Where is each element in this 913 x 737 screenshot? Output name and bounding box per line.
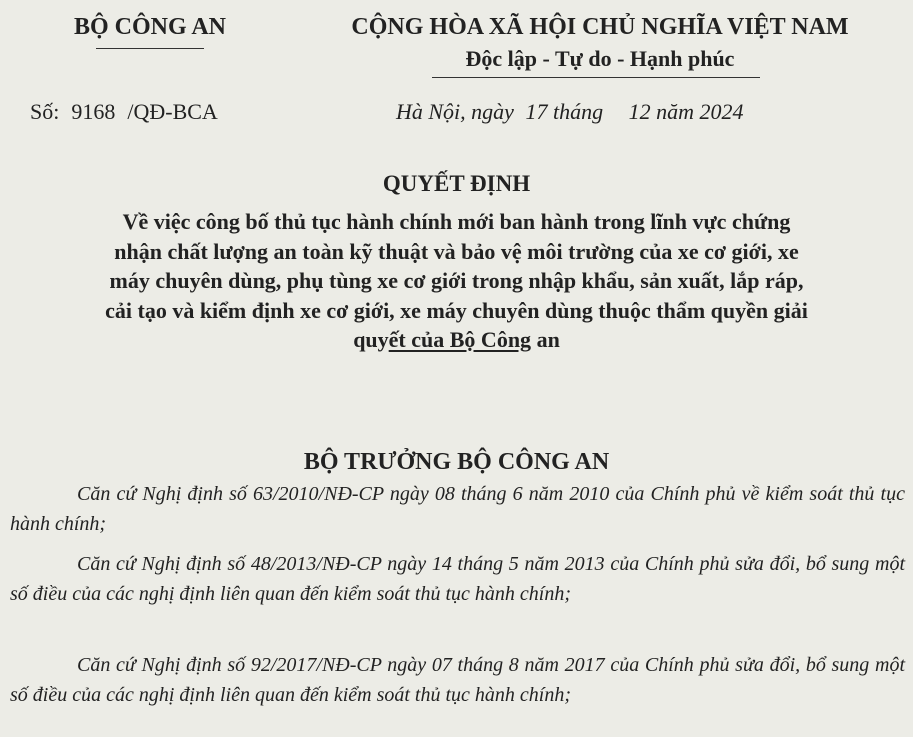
national-title: CỘNG HÒA XÃ HỘI CHỦ NGHĨA VIỆT NAM xyxy=(351,14,849,40)
legal-basis-paragraph: Căn cứ Nghị định số 48/2013/NĐ-CP ngày 14 tháng 5 năm 2013 của Chính phủ sửa đổi, bổ sung một số điều của các nghị định liên quan đến kiểm soát thủ tục hành chính; xyxy=(10,553,905,605)
subject-line-end: an xyxy=(531,327,560,352)
subject-line: cải tạo và kiểm định xe cơ giới, xe máy chuyên dùng thuộc thẩm quyền giải xyxy=(105,297,808,323)
legal-basis-paragraph: Căn cứ Nghị định số 63/2010/NĐ-CP ngày 08 tháng 6 năm 2010 của Chính phủ về kiểm soát thủ tục hành chính; xyxy=(10,483,905,535)
document-number xyxy=(30,99,218,125)
national-motto: Độc lập - Tự do - Hạnh phúc xyxy=(465,46,735,71)
legal-basis-paragraph: Căn cứ Nghị định số 92/2017/NĐ-CP ngày 07 tháng 8 năm 2017 của Chính phủ sửa đổi, bổ sung một số điều của các nghị định liên quan đến kiểm soát thủ tục hành chính; xyxy=(10,654,905,706)
date-year: năm 2024 xyxy=(656,99,744,124)
document-type-title: QUYẾT ĐỊNH xyxy=(382,171,531,196)
place-date-prefix: Hà Nội, ngày xyxy=(396,99,514,124)
org-underline xyxy=(96,48,204,49)
motto-underline xyxy=(432,77,760,78)
date-month: 12 xyxy=(628,99,651,124)
subject-line: Về việc công bố thủ tục hành chính mới ban hành trong lĩnh vực chứng xyxy=(122,209,791,234)
doc-number-suffix: /QĐ-BCA xyxy=(127,99,218,124)
decision-subject xyxy=(20,207,893,355)
place-and-date xyxy=(396,99,743,125)
issuing-organization: BỘ CÔNG AN xyxy=(73,14,226,40)
subject-line: nhận chất lượng an toàn kỹ thuật và bảo vệ môi trường của xe cơ giới, xe xyxy=(114,238,799,264)
date-day: 17 xyxy=(525,99,548,124)
subject-line-start: quy xyxy=(353,327,389,352)
doc-number-value: 9168 xyxy=(71,99,116,124)
doc-number-label: Số: xyxy=(30,99,60,124)
subject-line: máy chuyên dùng, phụ tùng xe cơ giới trong nhập khẩu, sản xuất, lắp ráp, xyxy=(109,268,804,293)
subject-line-underlined: ết của Bộ Công xyxy=(388,327,532,352)
date-month-label: tháng xyxy=(552,99,604,124)
signer-title: BỘ TRƯỞNG BỘ CÔNG AN xyxy=(303,449,610,475)
